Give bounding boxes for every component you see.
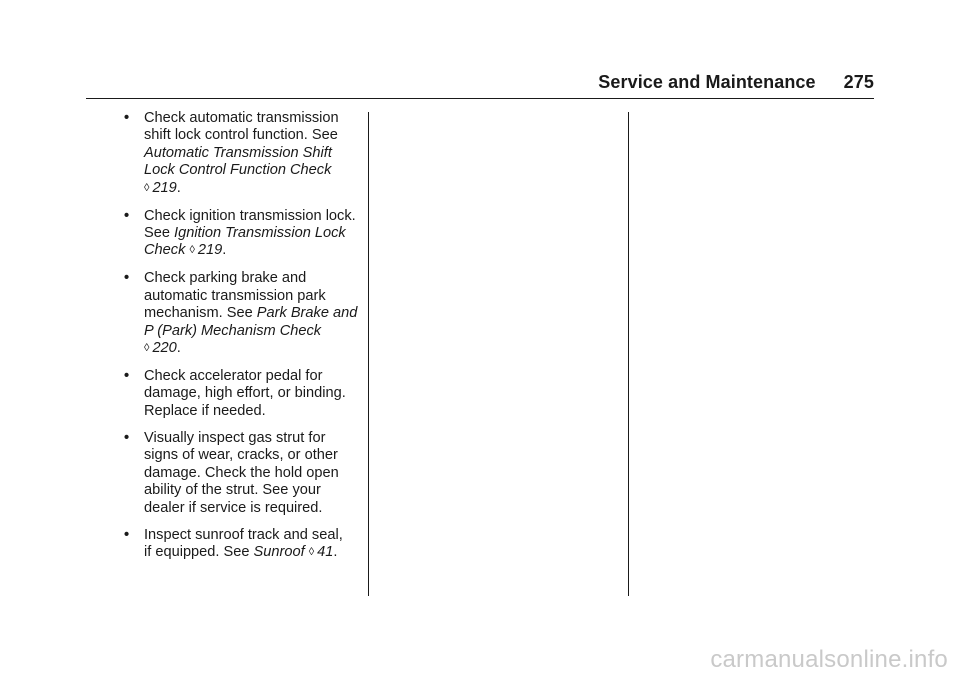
page-reference[interactable] (144, 340, 177, 356)
watermark: carmanualsonline.info (710, 646, 948, 673)
item-text: mechanism. See (144, 305, 253, 322)
ref-period: . (176, 340, 181, 357)
ref-period: . (333, 543, 338, 560)
page-number: 275 (843, 72, 874, 92)
page-ref-number: 219 (197, 242, 223, 259)
item-text-line: Replace if needed. (144, 402, 266, 419)
column-divider-left (368, 112, 369, 596)
list-item (124, 270, 360, 358)
item-text-line: damage. Check the hold open (144, 464, 339, 481)
page-reference[interactable] (309, 544, 334, 560)
page-ref-icon: ◊ (144, 342, 150, 355)
item-text-line: Check ignition transmission lock. (144, 207, 356, 224)
item-text-line: ability of the strut. See your (144, 482, 321, 499)
bullet: • (124, 207, 130, 224)
page-ref-number: 219 (152, 179, 177, 196)
ref-period: . (176, 179, 181, 196)
item-text-line: Check accelerator pedal for (144, 368, 323, 385)
item-text-line: Visually inspect gas strut for (144, 429, 326, 446)
bullet: • (124, 368, 130, 385)
page-reference[interactable] (144, 180, 177, 196)
section-title: Service and Maintenance (598, 72, 816, 92)
page-header (598, 72, 874, 93)
list-item (124, 430, 360, 517)
maintenance-checklist (124, 110, 360, 572)
bullet: • (124, 526, 130, 543)
cross-reference-link[interactable]: Park Brake and (256, 305, 358, 322)
item-text-line: dealer if service is required. (144, 499, 323, 516)
list-item (124, 110, 360, 198)
list-item (124, 208, 360, 261)
page-ref-icon: ◊ (144, 181, 150, 194)
page-ref-icon: ◊ (189, 244, 195, 257)
cross-reference-link[interactable]: Sunroof (253, 543, 305, 560)
bullet: • (124, 429, 130, 446)
cross-reference-link[interactable]: Ignition Transmission Lock (174, 225, 346, 242)
item-text-line: damage, high effort, or binding. (144, 385, 346, 402)
page-ref-number: 220 (152, 340, 177, 357)
item-text-line: Check automatic transmission (144, 110, 339, 126)
cross-reference-link[interactable]: P (Park) Mechanism Check (144, 322, 322, 339)
see-text: See (144, 225, 170, 242)
item-text-line: shift lock control function. See (144, 127, 338, 144)
header-rule (86, 98, 874, 99)
item-text-line: signs of wear, cracks, or other (144, 447, 338, 464)
cross-reference-link[interactable]: Check (144, 242, 186, 259)
bullet: • (124, 270, 130, 287)
column-divider-right (628, 112, 629, 596)
page-reference[interactable] (189, 242, 222, 258)
ref-period: . (222, 242, 227, 259)
page-ref-number: 41 (317, 543, 334, 560)
page-ref-icon: ◊ (308, 545, 315, 558)
item-text-line: automatic transmission park (144, 287, 326, 304)
bullet: • (124, 110, 130, 126)
item-text-line: Check parking brake and (144, 270, 307, 287)
cross-reference-link[interactable]: Automatic Transmission Shift (144, 144, 332, 161)
list-item (124, 368, 360, 420)
list-item (124, 527, 360, 563)
item-text-line: Inspect sunroof track and seal, (144, 526, 343, 543)
item-text: if equipped. See (144, 543, 250, 560)
cross-reference-link[interactable]: Lock Control Function Check (144, 162, 332, 179)
